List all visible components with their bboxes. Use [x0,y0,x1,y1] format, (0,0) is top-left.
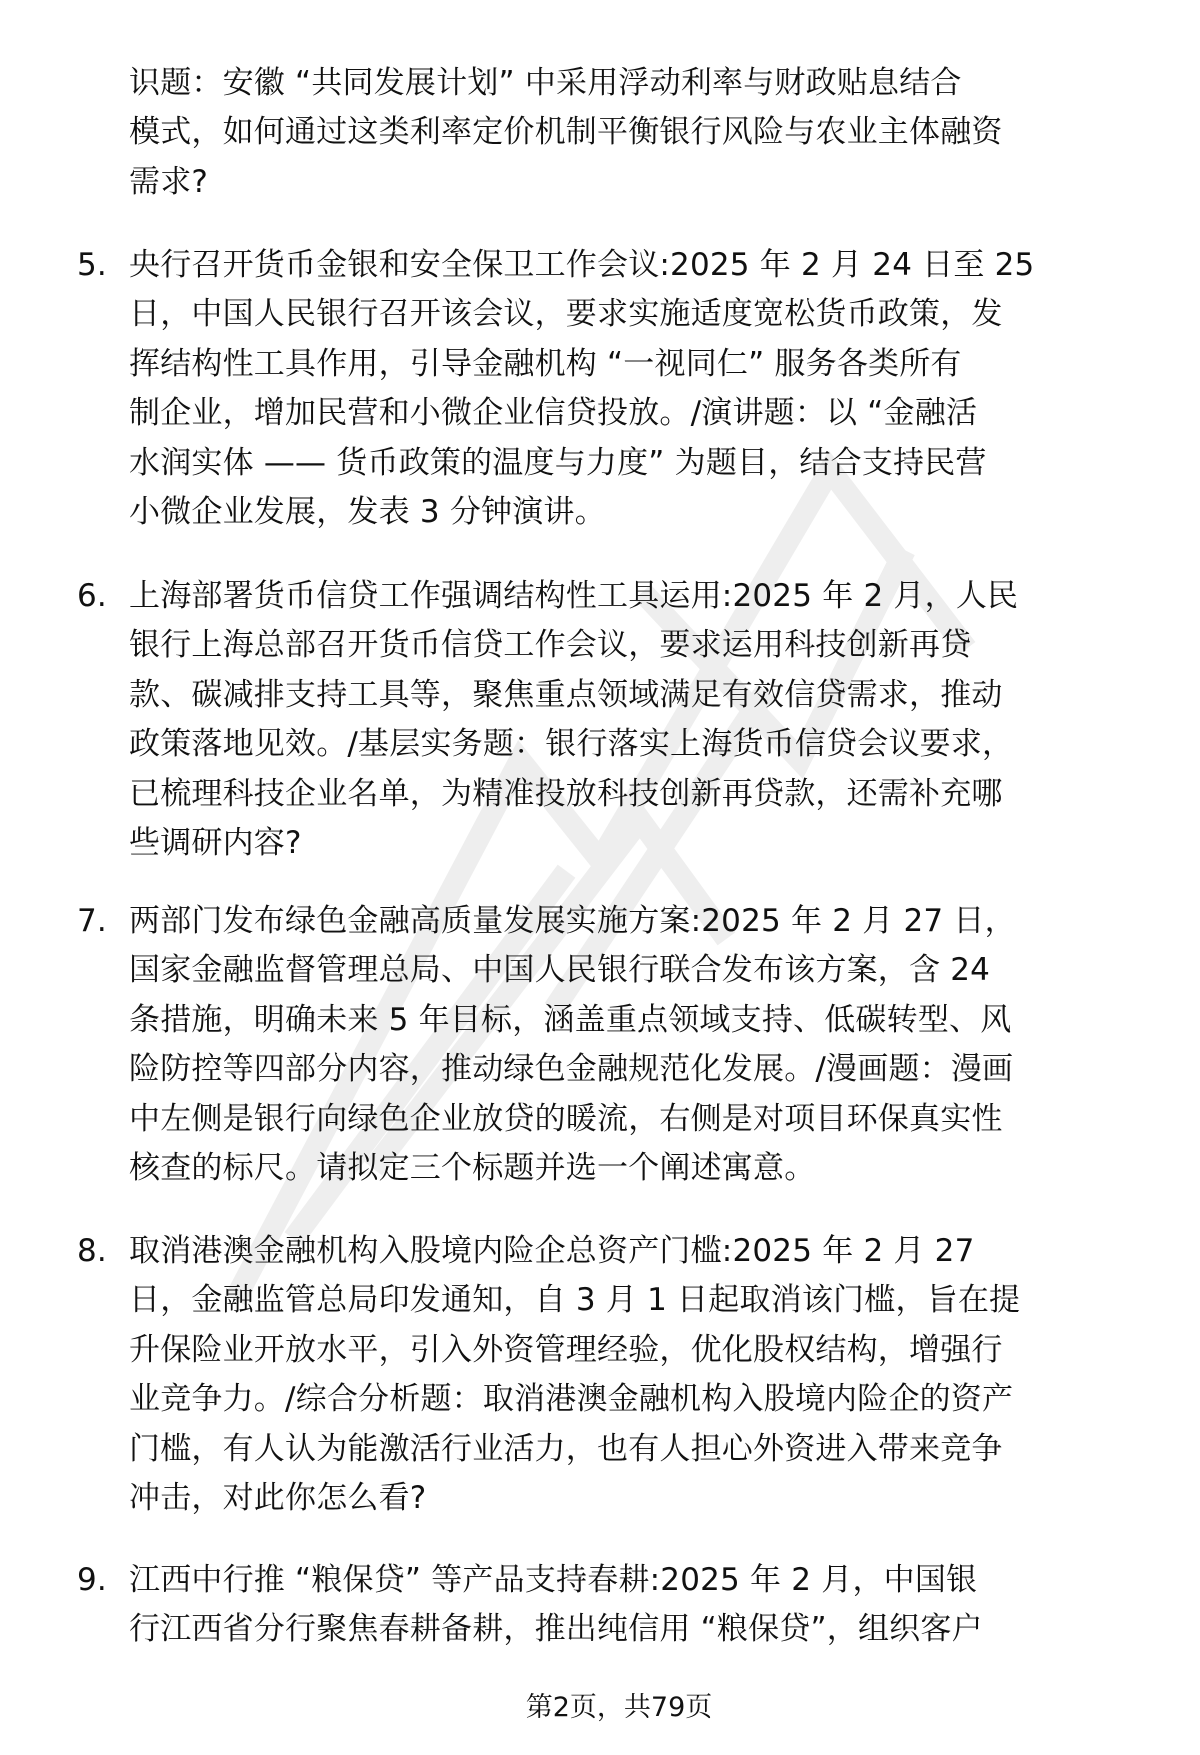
text-line: 制企业，增加民营和小微企业信贷投放。/演讲题：以 “金融活 [129,395,978,432]
text-line: 条措施，明确未来 5 年目标，涵盖重点领域支持、低碳转型、风 [129,1001,1012,1038]
text-line: 国家金融监督管理总局、中国人民银行联合发布该方案，含 24 [129,952,991,989]
item-number: 9. [77,1562,107,1598]
item-number: 8. [77,1233,107,1269]
item-number: 5. [77,247,107,283]
list-item-6 [77,572,1169,868]
text-line: 银行上海总部召开货币信贷工作会议，要求运用科技创新再贷 [129,627,972,664]
text-line: 款、碳减排支持工具等，聚焦重点领域满足有效信贷需求，推动 [129,676,1003,713]
page-indicator: 第2页，共79页 [525,1692,713,1723]
text-line: 挥结构性工具作用，引导金融机构 “一视同仁” 服务各类所有 [129,345,962,382]
text-line: 核查的标尺。请拟定三个标题并选一个阐述寓意。 [129,1149,816,1186]
text-line: 行江西省分行聚焦春耕备耕，推出纯信用 “粮保贷”，组织客户 [129,1611,983,1648]
text-line: 门槛，有人认为能激活行业活力，也有人担心外资进入带来竞争 [129,1430,1003,1467]
text-line: 江西中行推 “粮保贷” 等产品支持春耕:2025 年 2 月，中国银 [129,1562,978,1598]
text-line: 政策落地见效。/基层实务题：银行落实上海货币信贷会议要求， [129,726,1014,763]
text-line: 小微企业发展，发表 3 分钟演讲。 [129,493,606,530]
text-line: 险防控等四部分内容，推动绿色金融规范化发展。/漫画题：漫画 [129,1051,1014,1088]
list-item-9 [77,1556,1169,1655]
text-line: 日，中国人民银行召开该会议，要求实施适度宽松货币政策，发 [129,296,1003,333]
text-line: 冲击，对此你怎么看? [129,1479,427,1516]
text-line: 识题：安徽 “共同发展计划” 中采用浮动利率与财政贴息结合 [129,65,962,101]
continuation-paragraph [129,59,1169,207]
text-line: 日，金融监管总局印发通知，自 3 月 1 日起取消该门槛，旨在提 [129,1282,1021,1319]
item-number: 6. [77,578,107,614]
text-line: 取消港澳金融机构入股境内险企总资产门槛:2025 年 2 月 27 [129,1233,975,1269]
list-item-7 [77,897,1169,1193]
text-line: 业竞争力。/综合分析题：取消港澳金融机构入股境内险企的资产 [129,1381,1014,1418]
item-number: 7. [77,903,107,939]
text-line: 央行召开货币金银和安全保卫工作会议:2025 年 2 月 24 日至 25 [129,247,1035,283]
text-line: 已梳理科技企业名单，为精准投放科技创新再贷款，还需补充哪 [129,775,1003,812]
text-line: 些调研内容? [129,824,302,861]
text-line: 上海部署货币信贷工作强调结构性工具运用:2025 年 2 月，人民 [129,578,1019,614]
list-item-5 [77,241,1169,537]
text-line: 需求? [129,163,209,200]
text-line: 中左侧是银行向绿色企业放贷的暖流，右侧是对项目环保真实性 [129,1100,1003,1137]
text-line: 两部门发布绿色金融高质量发展实施方案:2025 年 2 月 27 日， [129,903,1016,939]
text-line: 模式，如何通过这类利率定价机制平衡银行风险与农业主体融资 [129,114,1003,151]
text-line: 水润实体 —— 货币政策的温度与力度” 为题目，结合支持民营 [129,444,987,481]
list-item-8 [77,1227,1169,1523]
text-line: 升保险业开放水平，引入外资管理经验，优化股权结构，增强行 [129,1331,1003,1368]
